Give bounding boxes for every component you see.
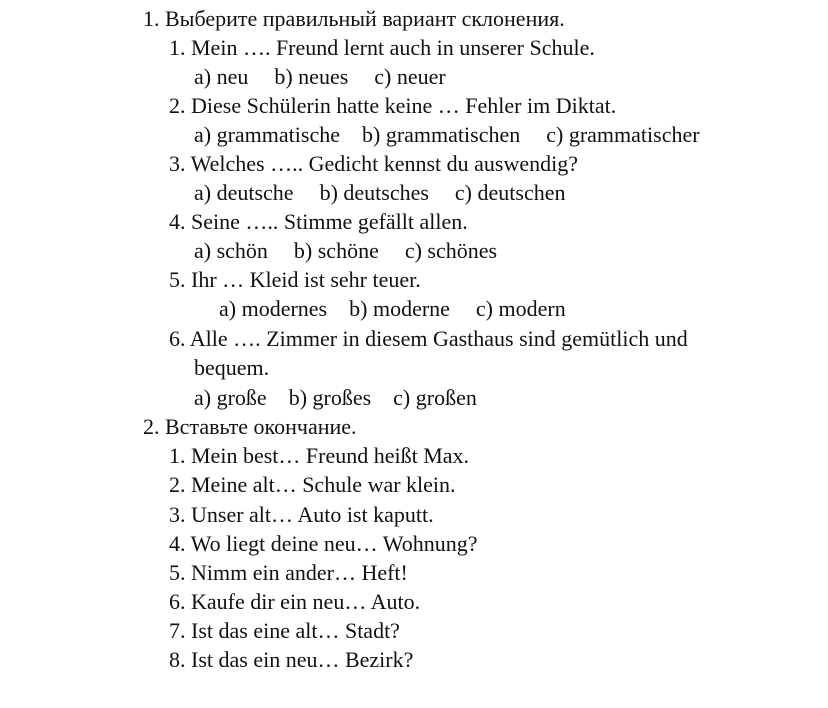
option-a: a) grammatische (194, 122, 340, 147)
question-1-5: 5. Ihr … Kleid ist sehr teuer. (169, 267, 421, 292)
option-c: c) schönes (404, 238, 498, 263)
option-c: c) modern (475, 296, 566, 321)
question-1-3: 3. Welches ….. Gedicht kennst du auswendig? (169, 151, 579, 176)
section1-heading: 1. Выберите правильный вариант склонения. (143, 6, 565, 31)
fill-item-2: 2. Meine alt… Schule war klein. (169, 472, 456, 497)
question-1-6-continued: bequem. (194, 355, 270, 380)
section2-heading: 2. Вставьте окончание. (143, 414, 357, 439)
fill-item-8: 8. Ist das ein neu… Bezirk? (169, 647, 414, 672)
options-1-4 (194, 236, 497, 265)
option-a: a) schön (194, 238, 268, 263)
options-1-2 (194, 120, 700, 149)
options-1-1 (194, 62, 446, 91)
option-c: c) großen (393, 385, 477, 410)
option-a: a) deutsche (194, 180, 294, 205)
fill-item-1: 1. Mein best… Freund heißt Max. (169, 443, 470, 468)
question-1-6: 6. Alle …. Zimmer in diesem Gasthaus sind gemütlich und (169, 326, 688, 351)
option-a: a) neu (194, 64, 249, 89)
fill-item-7: 7. Ist das eine alt… Stadt? (169, 618, 400, 643)
option-b: b) deutsches (319, 180, 429, 205)
option-b: b) großes (288, 385, 372, 410)
option-b: b) schöne (293, 238, 379, 263)
options-1-3 (194, 178, 565, 207)
option-b: b) neues (274, 64, 349, 89)
question-1-1: 1. Mein …. Freund lernt auch in unserer Schule. (169, 35, 595, 60)
option-c: c) grammatischer (546, 122, 700, 147)
options-1-5 (219, 294, 566, 323)
option-a: a) modernes (219, 296, 328, 321)
fill-item-3: 3. Unser alt… Auto ist kaputt. (169, 502, 434, 527)
option-a: a) große (194, 385, 267, 410)
option-b: b) moderne (349, 296, 450, 321)
fill-item-5: 5. Nimm ein ander… Heft! (169, 560, 408, 585)
question-1-4: 4. Seine ….. Stimme gefällt allen. (169, 209, 468, 234)
option-b: b) grammatischen (362, 122, 521, 147)
options-1-6 (194, 383, 477, 412)
fill-item-4: 4. Wo liegt deine neu… Wohnung? (169, 531, 478, 556)
option-c: c) deutschen (454, 180, 566, 205)
fill-item-6: 6. Kaufe dir ein neu… Auto. (169, 589, 421, 614)
option-c: c) neuer (374, 64, 446, 89)
question-1-2: 2. Diese Schülerin hatte keine … Fehler im Diktat. (169, 93, 617, 118)
